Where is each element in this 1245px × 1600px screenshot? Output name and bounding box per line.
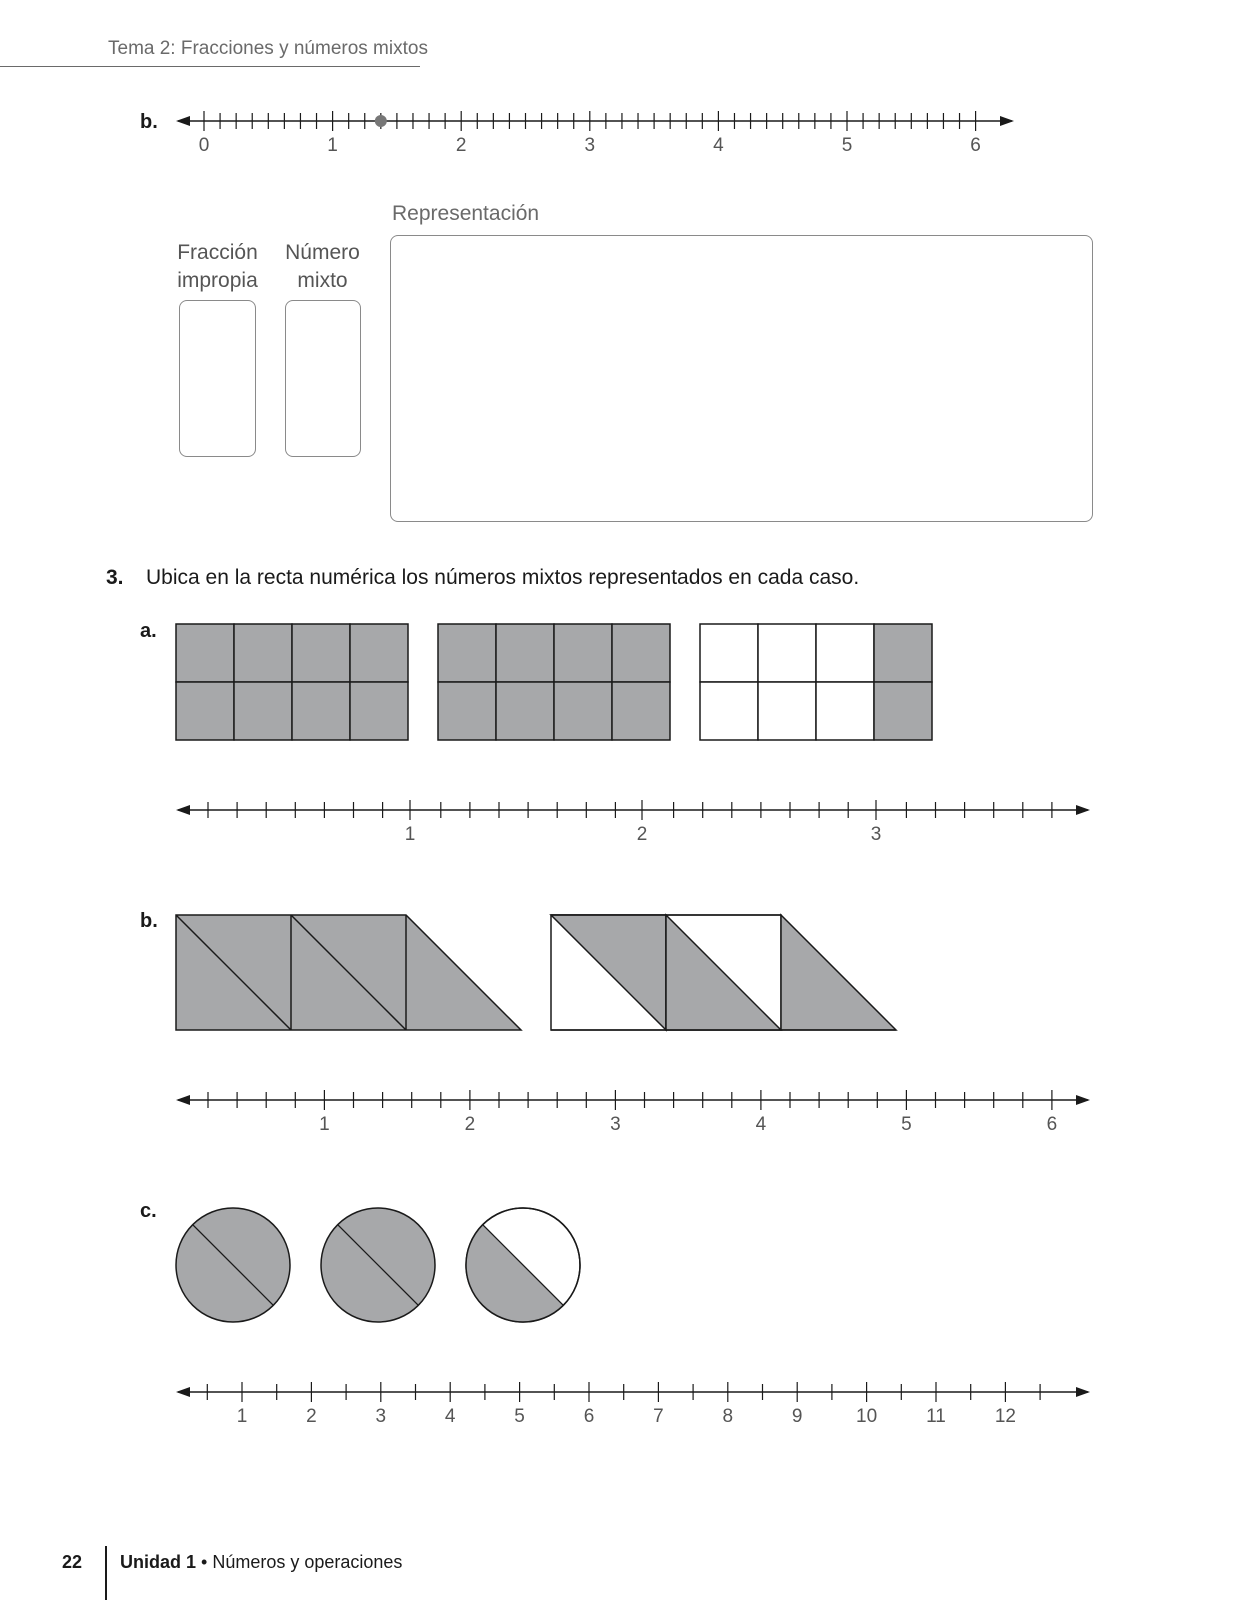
tick-label: 5 (514, 1406, 525, 1427)
question-number: 3. (106, 566, 124, 589)
grid-cell (350, 682, 408, 740)
grid-cell (438, 624, 496, 682)
representation-heading: Representación (392, 202, 540, 225)
grid-cell (292, 682, 350, 740)
grid-cell (176, 624, 234, 682)
mixed-heading (270, 239, 375, 295)
header-rule (0, 66, 420, 67)
tick-label: 6 (970, 135, 981, 156)
tick-label: 1 (236, 1406, 248, 1427)
page-number: 22 (62, 1552, 83, 1572)
representation-box[interactable] (390, 235, 1093, 522)
trapezoid-figure-1 (176, 915, 521, 1030)
rectangle-grid (700, 624, 932, 740)
tick-label: 3 (375, 1406, 387, 1427)
number-line-c[interactable] (170, 1372, 1100, 1432)
tick-label: 6 (1046, 1114, 1058, 1135)
tick-label: 3 (870, 824, 882, 845)
grid-cell (234, 682, 292, 740)
left-arrow-icon (176, 116, 190, 126)
left-arrow-icon (176, 1095, 190, 1105)
footer-unit (120, 1552, 402, 1573)
grid-cell (612, 682, 670, 740)
tick-label: 7 (653, 1406, 664, 1427)
footer-unit-title: Unidad 1 (120, 1552, 197, 1572)
tema-title: Fracciones y números mixtos (175, 38, 428, 59)
number-line-top[interactable] (170, 100, 1030, 160)
tick-label: 0 (198, 135, 210, 156)
rectangle-grid (176, 624, 408, 740)
left-arrow-icon (176, 1387, 190, 1397)
case-b-figures (170, 908, 910, 1038)
circle-figure (466, 1208, 580, 1322)
right-arrow-icon (1076, 1095, 1090, 1105)
case-c-label: c. (140, 1200, 157, 1222)
footer-divider (105, 1546, 107, 1600)
tick-label: 10 (856, 1406, 878, 1427)
tick-label: 6 (583, 1406, 595, 1427)
grid-cell (234, 624, 292, 682)
tick-label: 1 (319, 1114, 330, 1135)
grid-cell (874, 682, 932, 740)
grid-cell (554, 624, 612, 682)
grid-cell (496, 624, 554, 682)
circle-figure (321, 1208, 435, 1322)
grid-cell (176, 682, 234, 740)
page-header (108, 38, 428, 60)
tick-label: 3 (584, 135, 596, 156)
tick-label: 2 (636, 824, 648, 845)
tick-label: 1 (327, 135, 338, 156)
grid-cell (874, 624, 932, 682)
fraction-heading-line2: impropia (177, 269, 258, 292)
tick-label: 2 (464, 1114, 476, 1135)
fraction-heading-line1: Fracción (177, 241, 258, 264)
grid-cell (496, 682, 554, 740)
left-arrow-icon (176, 805, 190, 815)
right-arrow-icon (1076, 1387, 1090, 1397)
tema-label: Tema 2: (108, 38, 176, 59)
tick-label: 4 (713, 135, 724, 156)
grid-cell (438, 682, 496, 740)
part-b-label: b. (140, 111, 158, 133)
case-a-figures (170, 618, 940, 748)
tick-label: 2 (306, 1406, 317, 1427)
tick-label: 5 (841, 135, 853, 156)
case-a-label: a. (140, 620, 157, 642)
grid-cell (816, 624, 874, 682)
tick-label: 1 (404, 824, 416, 845)
fraction-heading (165, 239, 270, 295)
mixed-heading-line1: Número (285, 241, 360, 264)
right-arrow-icon (1000, 116, 1014, 126)
tick-label: 8 (722, 1406, 734, 1427)
right-arrow-icon (1076, 805, 1090, 815)
case-c-figures (170, 1200, 590, 1330)
number-line-point (375, 115, 387, 127)
tick-label: 11 (926, 1406, 946, 1427)
grid-cell (292, 624, 350, 682)
grid-cell (758, 682, 816, 740)
tick-label: 5 (901, 1114, 912, 1135)
question-text: Ubica en la recta numérica los números mixtos representados en cada caso. (146, 566, 860, 589)
tick-label: 2 (455, 135, 467, 156)
tick-label: 12 (994, 1406, 1016, 1427)
mixed-answer-box[interactable] (285, 300, 361, 457)
fraction-answer-box[interactable] (179, 300, 256, 457)
tick-label: 9 (791, 1406, 803, 1427)
case-b-label: b. (140, 910, 158, 932)
rectangle-grid (438, 624, 670, 740)
mixed-heading-line2: mixto (297, 269, 348, 292)
number-line-a[interactable] (170, 790, 1100, 850)
footer-unit-subtitle: • Números y operaciones (196, 1552, 403, 1572)
circle-figure (176, 1208, 290, 1322)
grid-cell (350, 624, 408, 682)
tick-label: 4 (755, 1114, 767, 1135)
grid-cell (554, 682, 612, 740)
number-line-b[interactable] (170, 1080, 1100, 1140)
grid-cell (700, 624, 758, 682)
grid-cell (816, 682, 874, 740)
tick-label: 4 (444, 1406, 456, 1427)
grid-cell (758, 624, 816, 682)
grid-cell (700, 682, 758, 740)
tick-label: 3 (610, 1114, 621, 1135)
trapezoid-figure-2 (551, 915, 896, 1030)
grid-cell (612, 624, 670, 682)
